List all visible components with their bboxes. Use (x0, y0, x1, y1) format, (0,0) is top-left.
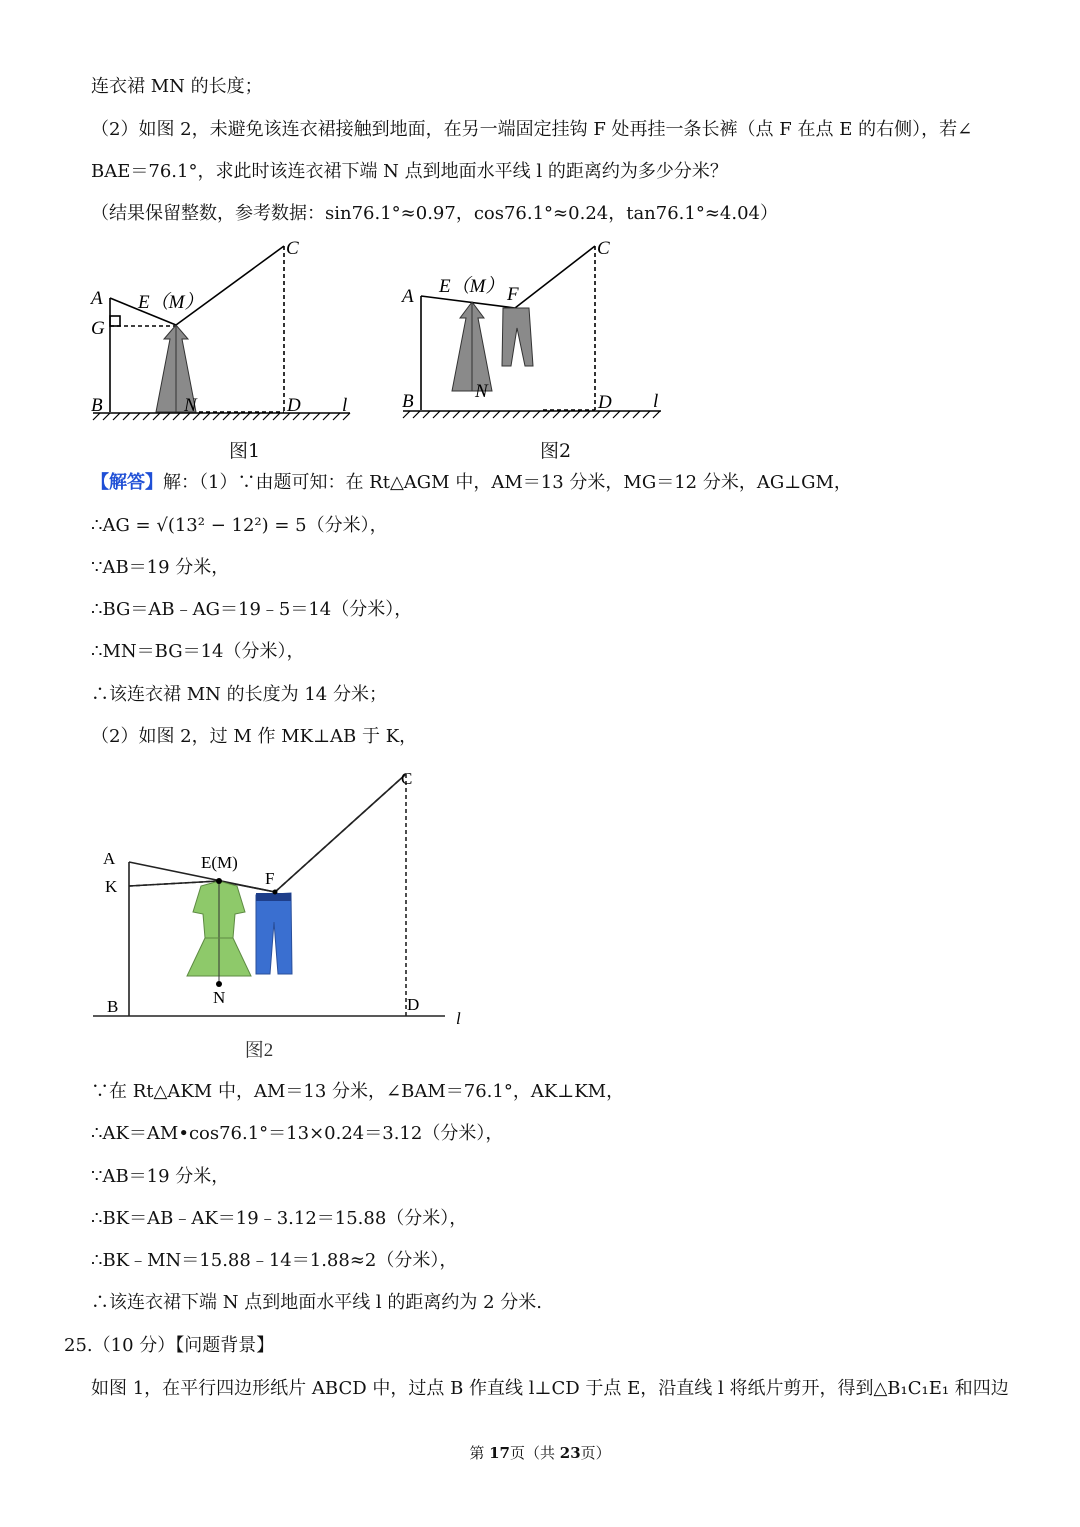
label-B: B (402, 391, 414, 412)
dress-shape (187, 881, 251, 984)
figure-2-caption: 图2 (540, 440, 572, 462)
answer-line-12: ∴BK﹣MN＝15.88﹣14＝1.88≈2（分米）， (91, 1250, 458, 1271)
label-B: B (107, 997, 119, 1016)
label-l: l (456, 1009, 461, 1028)
label-A: A (103, 849, 116, 868)
answer-line-13: ∴该连衣裙下端 N 点到地面水平线 l 的距离约为 2 分米. (91, 1292, 543, 1313)
question-line-2: （2）如图 2，未避免该连衣裙接触到地面，在另一端固定挂钩 F 处再挂一条长裤（点 F 在点 E 的右侧），若∠ (91, 119, 973, 140)
answer-line-10: ∵AB＝19 分米， (91, 1166, 230, 1187)
figure-1-caption: 图1 (229, 440, 261, 462)
label-G: G (91, 318, 105, 339)
label-F: F (265, 869, 275, 888)
label-B: B (91, 395, 103, 416)
label-EM: E（M） (439, 276, 505, 297)
page-footer (0, 1442, 1080, 1463)
page-number: 17 (489, 1444, 510, 1462)
label-C: C (401, 769, 413, 788)
label-F: F (507, 284, 519, 305)
question-25-title: 25.（10 分）【问题背景】 (64, 1335, 275, 1356)
answer-tag: 【解答】 (91, 472, 163, 493)
label-C: C (597, 238, 610, 259)
label-D: D (287, 395, 301, 416)
label-N: N (184, 395, 197, 416)
answer-line-6: ∴该连衣裙 MN 的长度为 14 分米； (91, 684, 387, 705)
answer-text-1: 解：（1）∵由题可知：在 Rt△AGM 中，AM＝13 分米，MG＝12 分米，AG⊥GM， (163, 472, 852, 493)
question-line-1: 连衣裙 MN 的长度； (91, 76, 263, 97)
label-N: N (475, 381, 488, 402)
figure-3 (93, 762, 473, 1064)
label-l: l (342, 395, 348, 416)
label-EM: E(M) (201, 853, 238, 872)
footer-suffix: 页） (580, 1444, 611, 1462)
answer-line-5: ∴MN＝BG＝14（分米）， (91, 641, 305, 662)
figure-3-caption: 图2 (244, 1040, 274, 1061)
question-line-4: （结果保留整数，参考数据：sin76.1°≈0.97，cos76.1°≈0.24，tan76.1°≈4.04） (91, 203, 779, 224)
answer-line-1 (91, 471, 852, 495)
answer-line-4: ∴BG＝AB﹣AG＝19﹣5＝14（分米）， (91, 599, 413, 620)
label-l: l (653, 391, 659, 412)
answer-line-9: ∴AK＝AM•cos76.1°＝13×0.24＝3.12（分米）， (91, 1123, 504, 1144)
label-C: C (286, 238, 299, 259)
page-total: 23 (559, 1444, 581, 1462)
label-K: K (105, 877, 118, 896)
pants-shape (502, 308, 533, 366)
label-D: D (407, 995, 420, 1014)
question-25-body: 如图 1，在平行四边形纸片 ABCD 中，过点 B 作直线 l⊥CD 于点 E，沿直线 l 将纸片剪开，得到△B₁C₁E₁ 和四边 (91, 1378, 1009, 1399)
question-line-3: BAE＝76.1°，求此时该连衣裙下端 N 点到地面水平线 l 的距离约为多少分米？ (91, 161, 728, 182)
answer-line-11: ∴BK＝AB﹣AK＝19﹣3.12＝15.88（分米）， (91, 1208, 468, 1229)
label-A: A (91, 288, 103, 309)
label-N: N (213, 988, 226, 1007)
footer-mid: 页（共 (509, 1444, 560, 1462)
footer-prefix: 第 (469, 1444, 490, 1462)
label-EM: E（M） (138, 292, 204, 313)
answer-line-8: ∵在 Rt△AKM 中，AM＝13 分米，∠BAM＝76.1°，AK⊥KM， (91, 1081, 625, 1102)
figure-1 (88, 236, 363, 471)
answer-line-7: （2）如图 2，过 M 作 MK⊥AB 于 K， (91, 726, 418, 747)
pants-shape (256, 893, 292, 974)
label-A: A (402, 286, 414, 307)
label-D: D (598, 392, 612, 413)
figure-2 (397, 232, 672, 467)
answer-line-2: ∴AG = √(13² − 12²) = 5（分米）， (91, 515, 388, 536)
answer-line-3: ∵AB＝19 分米， (91, 557, 230, 578)
